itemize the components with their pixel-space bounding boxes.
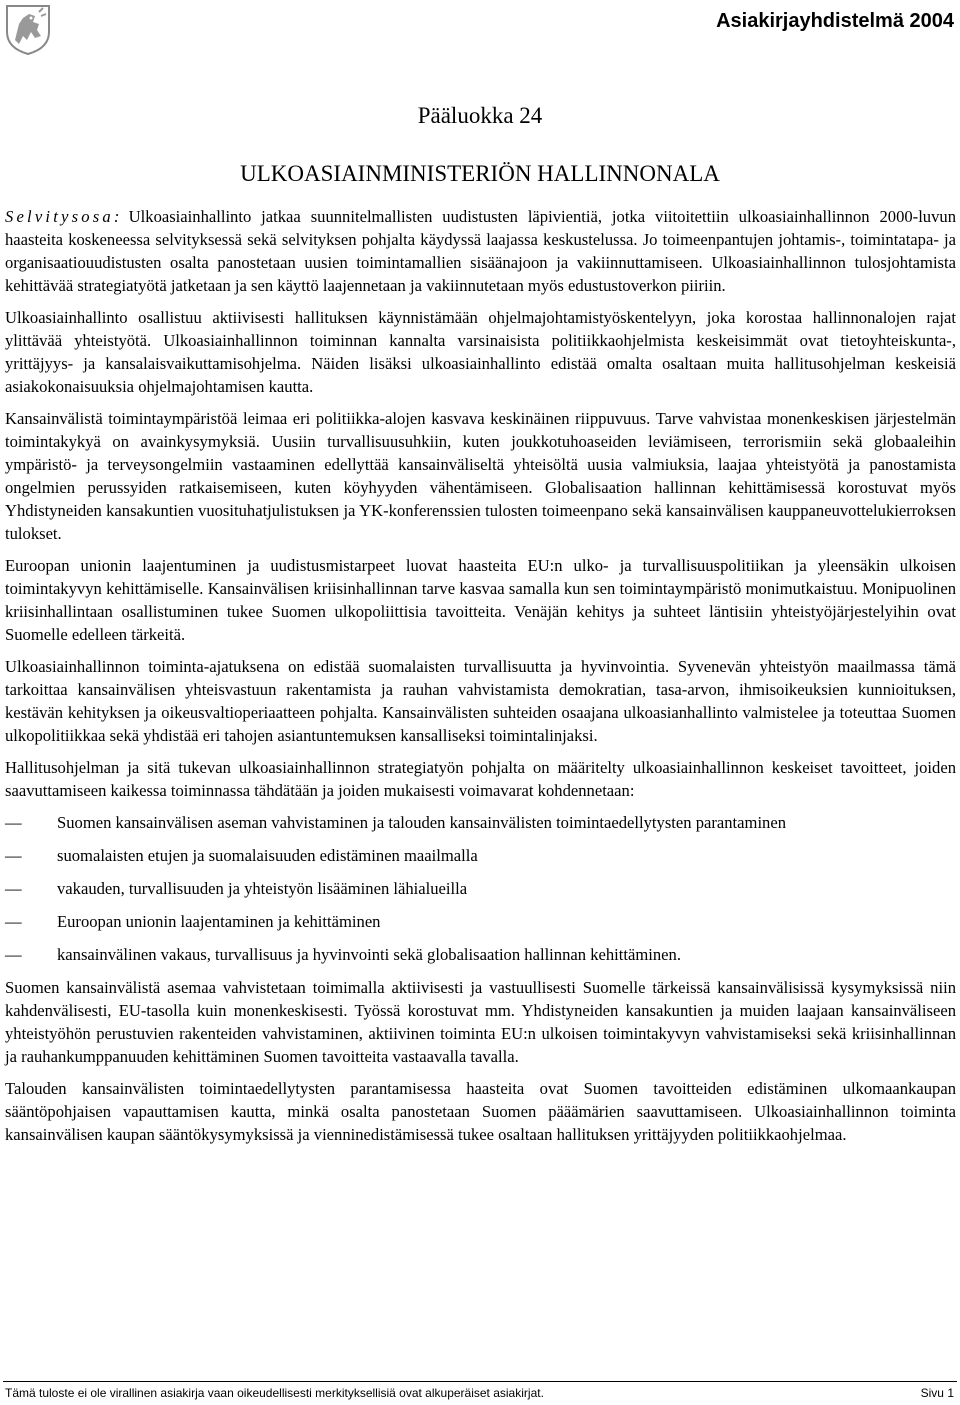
list-item-text: suomalaisten etujen ja suomalaisuuden edistäminen maailmalla — [57, 846, 478, 865]
list-item-text: Euroopan unionin laajentaminen ja kehittäminen — [57, 912, 381, 931]
intro-paragraph — [5, 205, 956, 297]
list-item-text: Suomen kansainvälisen aseman vahvistaminen ja talouden kansainvälisten toimintaedellytysten parantaminen — [57, 813, 787, 832]
list-item — [5, 943, 956, 966]
footer-divider — [3, 1381, 957, 1382]
dash-bullet: — — [5, 912, 22, 931]
page-number: Sivu 1 — [920, 1386, 954, 1400]
document-body — [5, 205, 956, 1155]
section-label: Selvitysosa: — [5, 207, 123, 226]
dash-bullet: — — [5, 846, 22, 865]
ministry-heading: ULKOASIAINMINISTERIÖN HALLINNONALA — [240, 161, 720, 186]
body-paragraph: Ulkoasiainhallinnon toiminta-ajatuksena on edistää suomalaisten turvallisuutta ja hyvinvointia. Syvenevän yhteistyön maailmassa tämä tarkoittaa kansainvälisen yhteisvastuun rakentamista ja rauhan vahvistamista demokratian, tasa-arvon, ihmisoikeuksien kunnioituksen, kestävän kehityksen ja oikeusvaltioperiaatteen pohjalta. Kansainvälisten suhteiden osaajana ulkoasianhallinto valmistelee ja toteuttaa Suomen ulkopolitiikkaa sekä yhdistää eri tahojen asiantuntemuksen kansalliseksi toimintalinjaksi. — [5, 657, 956, 745]
list-item — [5, 844, 956, 867]
document-title: Asiakirjayhdistelmä 2004 — [716, 10, 954, 32]
main-class-heading: Pääluokka 24 — [417, 103, 543, 128]
dash-bullet: — — [5, 945, 22, 964]
goals-list — [5, 811, 956, 966]
body-paragraph: Ulkoasiainhallinto osallistuu aktiivisesti hallituksen käynnistämään ohjelmajohtamistyöskentelyyn, joka korostaa hallinnonalojen rajat ylittävää yhteistyötä. Ulkoasiainhallinnon toiminnan kannalta varsinaisista politiikkaohjelmista keskeisimmät ovat tietoyhteiskunta-, yrittäjyys- ja kansalaisvaikuttamisohjelma. Näiden lisäksi ulkoasiainhallinto edistää omalta osaltaan muita hallitusohjelman keskeisiä asiakokonaisuuksia ohjelmajohtamisen kautta. — [5, 308, 956, 396]
list-item — [5, 877, 956, 900]
body-paragraph: Hallitusohjelman ja sitä tukevan ulkoasiainhallinnon strategiatyön pohjalta on määritelty ulkoasiainhallinnon keskeiset tavoitteet, joiden saavuttamiseen kaikessa toiminnassa tähdätään ja joiden mukaisesti voimavarat kohdennetaan: — [5, 758, 956, 800]
lion-coat-of-arms-icon — [3, 2, 53, 56]
intro-text: Ulkoasiainhallinto jatkaa suunnitelmallisten uudistusten läpivientiä, jotka viitoitettiin ulkoasiainhallinnon 2000-luvun haasteita koskeneessa selvityksessä sekä selvityksen pohjalta käydyssä laajassa keskustelussa. Jo toimeenpantujen johtamis-, toimintatapa- ja organisaatiouudistusten osalta panostetaan uusien toimintamallien sisäänajoon ja vakiinnuttamiseen. Ulkoasiainhallinnon tulosjohtamista kehittävää strategiatyötä jatketaan ja sen käyttö laajennetaan ja vakiinnutetaan myös edustustoverkon piiriin. — [5, 207, 956, 295]
body-paragraph: Talouden kansainvälisten toimintaedellytysten parantamisessa haasteita ovat Suomen tavoitteiden edistäminen ulkomaankaupan sääntöpohjaisen vapauttamisen kautta, minkä osalta panostetaan Suomen pääämärien saavuttamiseen. Ulkoasiainhallinnon toiminta kansainvälisen kaupan sääntökysymyksissä ja vienninedistämisessä tukee osaltaan hallituksen yrittäjyyden politiikkaohjelmaa. — [5, 1079, 956, 1144]
list-item-text: vakauden, turvallisuuden ja yhteistyön lisääminen lähialueilla — [57, 879, 468, 898]
body-paragraph: Kansainvälistä toimintaympäristöä leimaa eri politiikka-alojen kasvava keskinäinen riippuvuus. Tarve vahvistaa monenkeskisen järjestelmän toimintakykyä on avainkysymyksiä. Uusiin turvallisuusuhkiin, kuten joukkotuhoaseiden leviämiseen, terrorismiin sekä globaaleihin ympäristö- ja terveysongelmiin vastaaminen edellyttää kansainväliseltä yhteisöltä uusia valmiuksia, laajaa yhteistyötä ja panostamista ongelmien perussyiden ratkaisemiseen, kuten köyhyyden vähentämiseen. Globalisaation hallinnan kehittämisessä korostuvat myös Yhdistyneiden kansakuntien vuosituhatjulistuksen ja YK-konferenssien tulosten toimeenpano sekä kansainvälisen kauppaneuvottelukierroksen tulokset. — [5, 409, 956, 543]
footer-disclaimer: Tämä tuloste ei ole virallinen asiakirja vaan oikeudellisesti merkityksellisiä ovat alkuperäiset asiakirjat. — [5, 1386, 544, 1400]
list-item — [5, 811, 956, 834]
body-paragraph: Suomen kansainvälistä asemaa vahvistetaan toimimalla aktiivisesti ja vastuullisesti Suomelle tärkeissä kansainvälisissä kysymyksissä niin kahdenvälisesti, EU-tasolla kuin monenkeskisesti. Työssä korostuvat mm. Yhdistyneiden kansakuntien ja muiden laajaan kansainväliseen yhteistyöhön perustuvien rakenteiden vahvistaminen, aktiivinen toiminta EU:n ulkoisen toimintakyvyn vahvistamiseksi sekä kriisinhallinnan ja rauhankumppanuuden kehittäminen Suomen tavoitteita vastaavalla tavalla. — [5, 978, 956, 1066]
list-item — [5, 910, 956, 933]
dash-bullet: — — [5, 879, 22, 898]
dash-bullet: — — [5, 813, 22, 832]
body-paragraph: Euroopan unionin laajentuminen ja uudistusmistarpeet luovat haasteita EU:n ulko- ja turvallisuuspolitiikan ja yleensäkin ulkoisen toimintakyvyn kehittämiselle. Kansainvälisen kriisinhallinnan tarve kasvaa samalla kun sen toimintaympäristö monimutkaistuu. Monipuolinen kriisinhallintaan osallistuminen tukee Suomen ulkopoliittisia tavoitteita. Venäjän kehitys ja suhteet läntisiin yhteistyöjärjestelyihin ovat Suomelle edelleen tärkeitä. — [5, 556, 956, 644]
list-item-text: kansainvälinen vakaus, turvallisuus ja hyvinvointi sekä globalisaation hallinnan kehittäminen. — [57, 945, 681, 964]
